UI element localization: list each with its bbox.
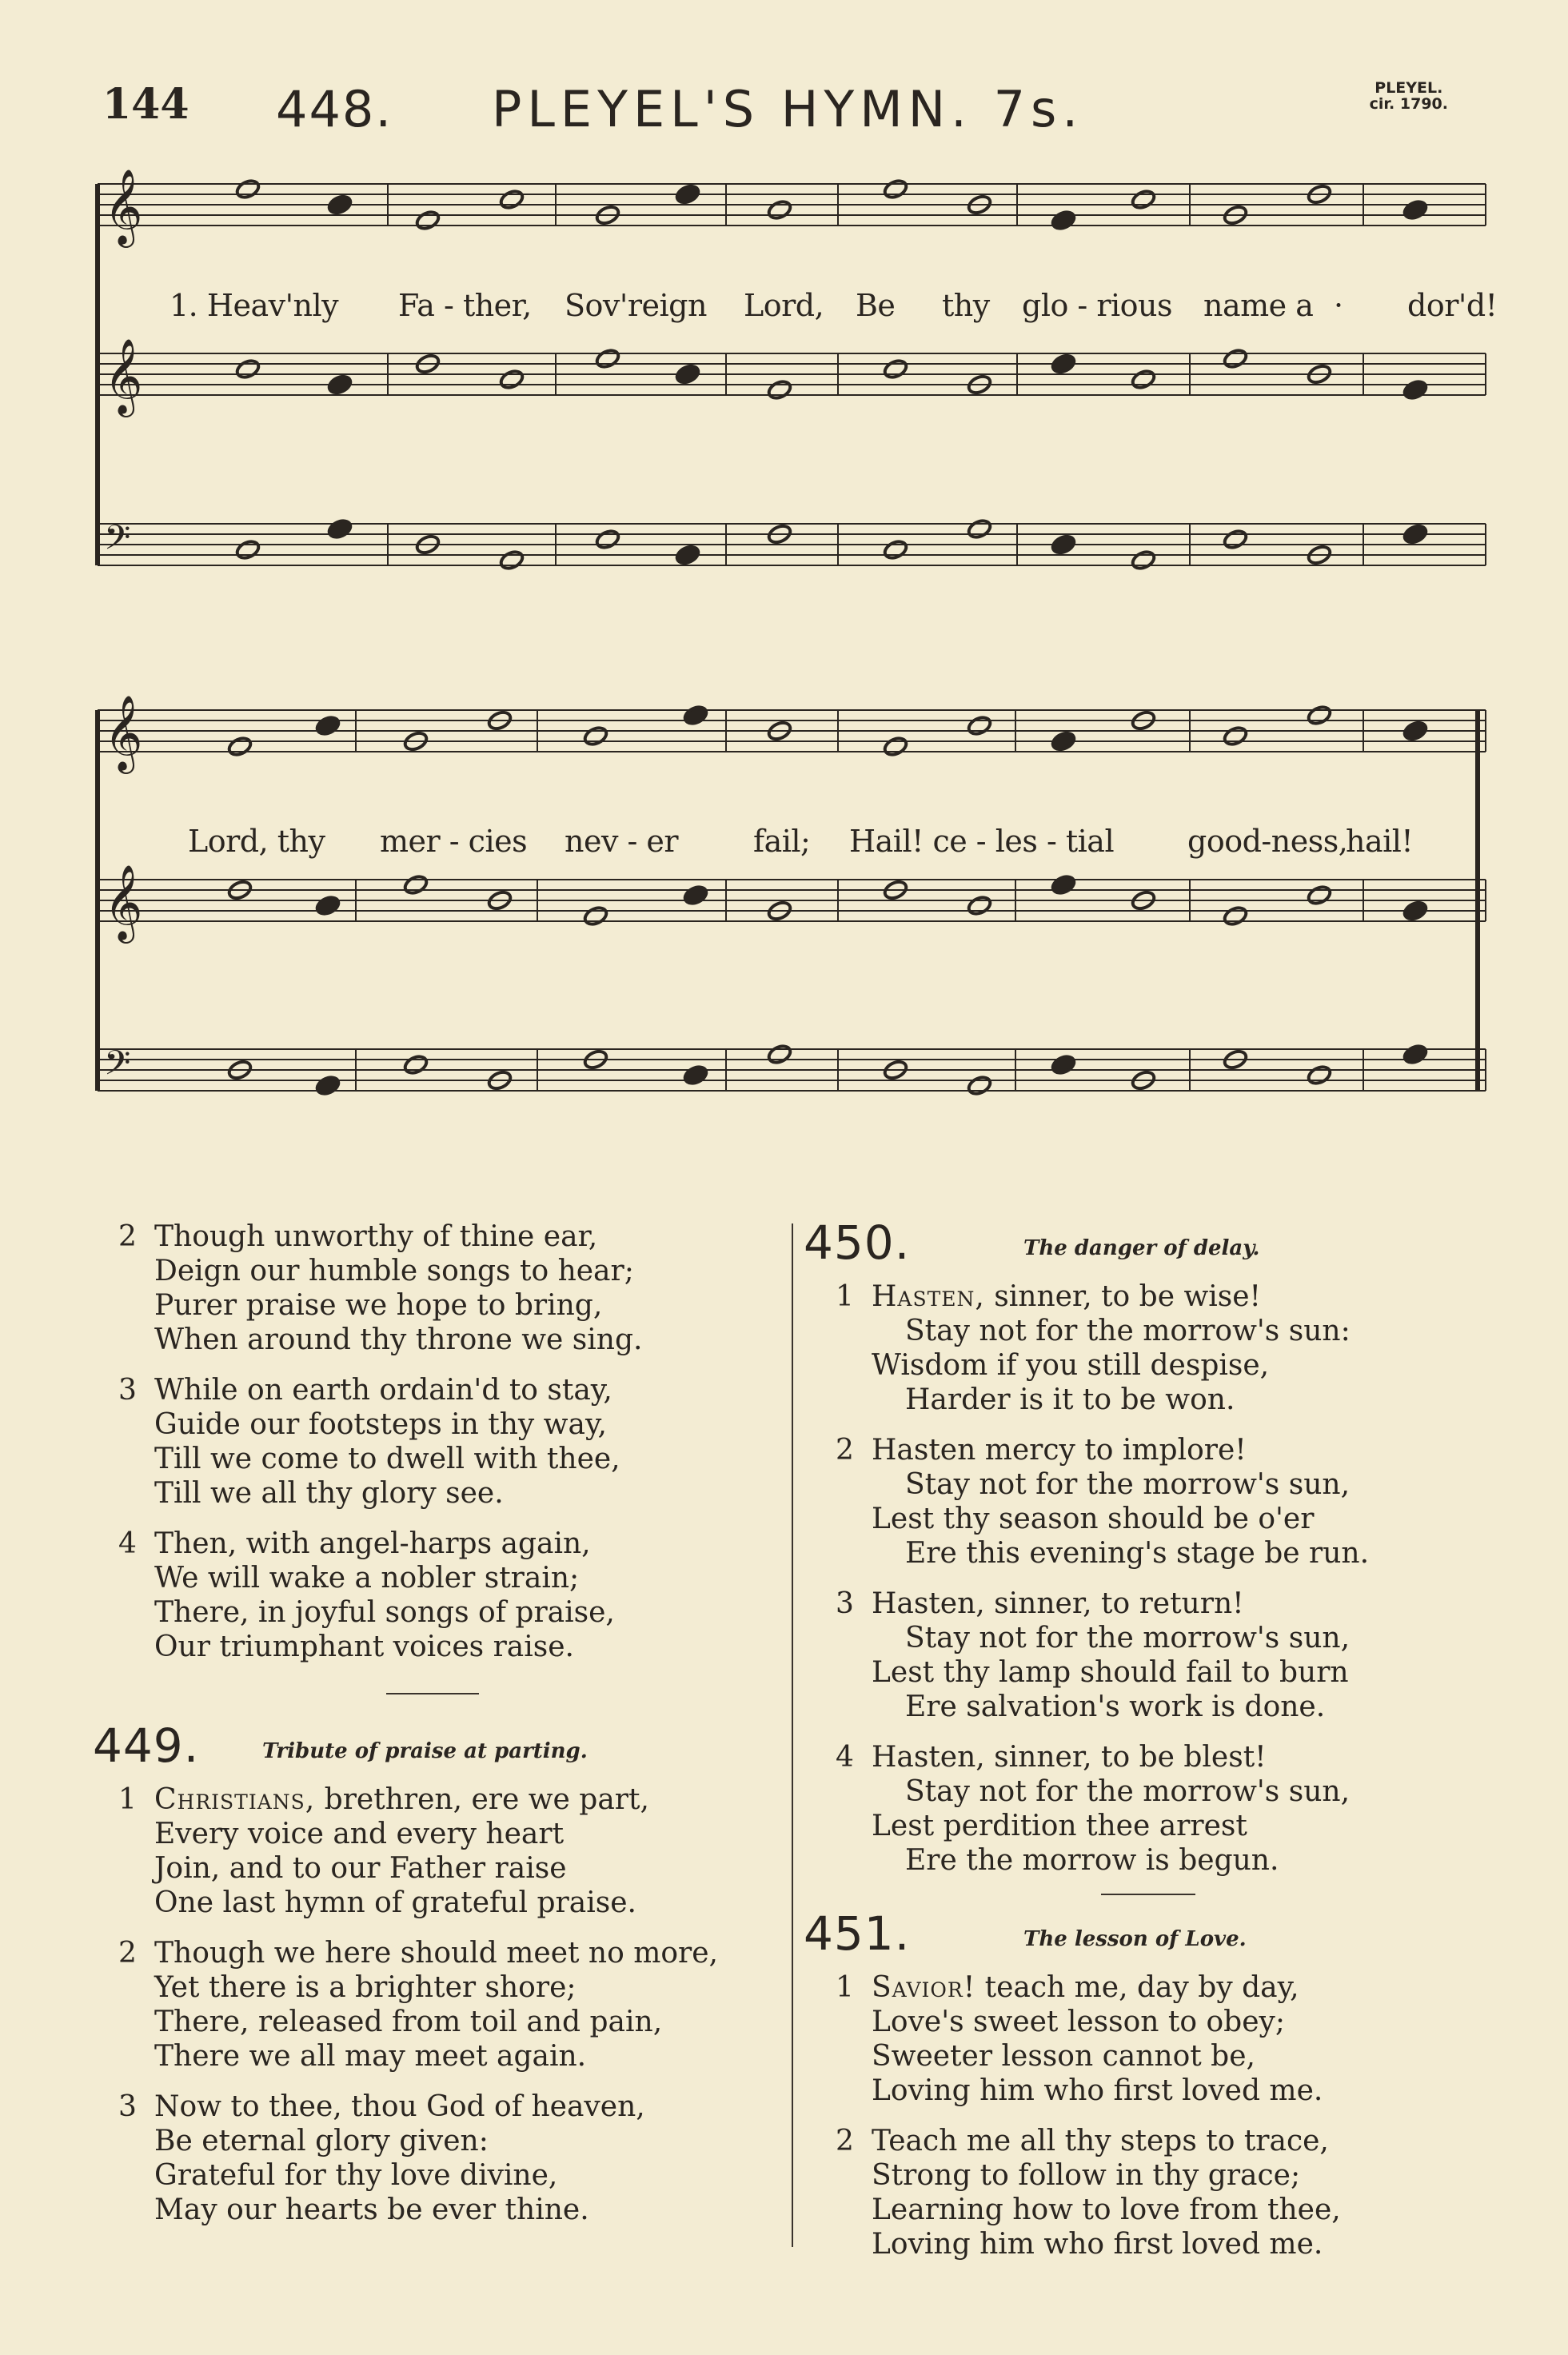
note-head (1223, 347, 1249, 369)
verse-line: One last hymn of grateful praise. (154, 1886, 636, 1919)
treble-clef-icon: 𝄞 (104, 338, 143, 414)
note-head (1402, 523, 1429, 545)
note-head (403, 873, 429, 896)
verse-line: Lest thy lamp should fail to burn (872, 1656, 1349, 1689)
note-head (1223, 904, 1249, 927)
verse-line: There, in joyful songs of praise, (154, 1596, 615, 1629)
note-head (499, 368, 525, 390)
verse (836, 1587, 1523, 1724)
verse-line: Lest perdition thee arrest (872, 1810, 1247, 1842)
verse-line: Stay not for the morrow's sun, (905, 1622, 1351, 1654)
verse-line (872, 1970, 1523, 2005)
composer-date: cir. 1790. (1369, 95, 1448, 113)
verse-line: Hasten, sinner, to be blest! (872, 1741, 1267, 1774)
lyric-syllable: fail; (753, 824, 811, 859)
bass-clef-icon: 𝄢 (104, 1044, 131, 1092)
note-head (415, 209, 441, 231)
note-head (767, 378, 793, 401)
verse-line: When around thy throne we sing. (154, 1323, 643, 1356)
note-head (1402, 378, 1429, 401)
note-head (683, 884, 709, 906)
hymn-heading (93, 1718, 774, 1778)
note-head (1223, 528, 1249, 550)
note-head (315, 1074, 341, 1096)
note-head (1051, 873, 1077, 896)
note-head (883, 178, 909, 200)
note-head (683, 1064, 709, 1086)
verse-line: Strong to follow in thy grace; (872, 2159, 1301, 2192)
verse (118, 1373, 774, 1511)
note-head (227, 735, 253, 757)
verse-line: Now to thee, thou God of heaven, (154, 2090, 645, 2123)
note-head (675, 183, 701, 206)
verse-line: Ere the morrow is begun. (905, 1844, 1279, 1877)
note-head (235, 178, 261, 200)
note-head (327, 194, 353, 216)
note-head (1131, 188, 1157, 210)
left-column (93, 1219, 774, 2243)
verse-line: Be eternal glory given: (154, 2125, 489, 2157)
note-head (1051, 1053, 1077, 1076)
note-head (595, 528, 621, 550)
verse-line: Yet there is a brighter shore; (154, 1971, 577, 2004)
verse-line: Though unworthy of thine ear, (154, 1220, 598, 1253)
treble-clef-icon: 𝄞 (104, 695, 143, 771)
note-head (1402, 1043, 1429, 1065)
lyric-syllable: dor'd! (1407, 288, 1498, 323)
verse-line: Wisdom if you still despise, (872, 1349, 1270, 1382)
verse-number: 2 (836, 2125, 854, 2157)
verse-number: 2 (118, 1220, 137, 1253)
verse-line: Sweeter lesson cannot be, (872, 2040, 1255, 2073)
verse-line: Teach me all thy steps to trace, (872, 2125, 1329, 2157)
note-head (683, 704, 709, 726)
first-word: Hasten, (872, 1280, 985, 1313)
note-head (1051, 209, 1077, 231)
lyric-syllable: mer - cies (380, 824, 528, 859)
verse (118, 2090, 774, 2227)
hymn-number: 450. (804, 1215, 911, 1270)
hymn-450 (804, 1215, 1523, 1878)
hymn-448-verses (118, 1219, 774, 1664)
hymn-subtitle: Tribute of praise at parting. (262, 1739, 588, 1763)
lyric-syllable: thy (942, 288, 990, 323)
note-head (1402, 900, 1429, 922)
lyric-syllable: good-ness, (1187, 824, 1348, 859)
hymn-number: 449. (93, 1718, 200, 1773)
verse-line: Stay not for the morrow's sun, (905, 1775, 1351, 1808)
hymn-number: 448. (276, 80, 393, 138)
note-head (883, 357, 909, 380)
note-head (967, 714, 993, 736)
note-head (1051, 533, 1077, 556)
verse-line: Then, with angel-harps again, (154, 1527, 591, 1560)
verse-line-rest: sinner, to be wise! (984, 1280, 1262, 1313)
verse-line: Join, and to our Father raise (154, 1852, 567, 1885)
lyric-syllable: Be (856, 288, 896, 323)
note-head (1223, 724, 1249, 747)
page-number: 144 (102, 80, 190, 129)
verse-number: 4 (118, 1527, 137, 1560)
verse (836, 1970, 1523, 2108)
verse-number: 1 (836, 1971, 854, 2004)
lyric-syllable: · (1334, 288, 1343, 323)
note-head (767, 198, 793, 221)
note-head (967, 894, 993, 916)
note-head (883, 735, 909, 757)
note-head (235, 538, 261, 561)
verse-number: 3 (836, 1587, 854, 1620)
verse-line: Till we come to dwell with thee, (154, 1443, 620, 1475)
verse (836, 1433, 1523, 1571)
verse-number: 1 (118, 1783, 137, 1816)
clefs (104, 169, 142, 1092)
verse-line (872, 1279, 1523, 1314)
note-head (595, 347, 621, 369)
verse-line: Hasten mercy to implore! (872, 1434, 1247, 1467)
verse-line: Lest thy season should be o'er (872, 1503, 1315, 1535)
hymn-449 (93, 1718, 774, 2227)
verse-line: Hasten, sinner, to return! (872, 1587, 1244, 1620)
note-head (327, 373, 353, 396)
column-divider (792, 1223, 793, 2247)
verse-number: 1 (836, 1280, 854, 1313)
lyric-syllable: Lord, thy (188, 824, 325, 859)
music-score (0, 0, 1568, 1152)
lyric-syllable: Sov'reign (565, 288, 707, 323)
verse-number: 4 (836, 1741, 854, 1774)
right-column (804, 1215, 1523, 2277)
verse-line: There, released from toil and pain, (154, 2006, 663, 2038)
lyric-syllable: 1. Heav'nly (170, 288, 339, 323)
lyric-syllable: glo - rious (1022, 288, 1173, 323)
verse-number: 2 (118, 1937, 137, 1970)
verse-line: Loving him who first loved me. (872, 2074, 1323, 2107)
treble-clef-icon: 𝄞 (104, 864, 143, 940)
bass-clef-icon: 𝄢 (104, 518, 131, 566)
verse-line (154, 1782, 774, 1817)
verse-line: Stay not for the morrow's sun, (905, 1468, 1351, 1501)
note-head (315, 894, 341, 916)
first-word: Christians, (154, 1783, 316, 1816)
verse-line: Deign our humble songs to hear; (154, 1255, 634, 1287)
verse (118, 1527, 774, 1664)
hymn-subtitle: The danger of delay. (1023, 1236, 1260, 1260)
note-head (967, 517, 993, 540)
lyric-syllable: hail! (1346, 824, 1414, 859)
note-head (1131, 549, 1157, 571)
verse-line: Our triumphant voices raise. (154, 1631, 574, 1663)
verse-line: Grateful for thy love divine, (154, 2159, 558, 2192)
verse-line: There we all may meet again. (154, 2040, 587, 2073)
verse-line: While on earth ordain'd to stay, (154, 1374, 612, 1407)
hymn-451 (804, 1906, 1523, 2261)
note-head (315, 714, 341, 736)
verse (836, 2124, 1523, 2261)
note-head (675, 363, 701, 385)
verse (118, 1782, 774, 1920)
verse-line: Harder is it to be won. (905, 1383, 1235, 1416)
note-head (1131, 368, 1157, 390)
verse-line: May our hearts be ever thine. (154, 2193, 589, 2226)
verse-number: 3 (118, 1374, 137, 1407)
section-rule (1101, 1894, 1195, 1895)
verse-line: Though we here should meet no more, (154, 1937, 718, 1970)
verse-line: Guide our footsteps in thy way, (154, 1408, 607, 1441)
verse-line: Every voice and every heart (154, 1818, 565, 1850)
note-head (1051, 730, 1077, 752)
note-head (1307, 704, 1333, 726)
section-rule (386, 1693, 479, 1694)
verse-line: We will wake a nobler strain; (154, 1562, 580, 1595)
note-head (1307, 1064, 1333, 1086)
verse-line: Learning how to love from thee, (872, 2193, 1341, 2226)
hymn-title: PLEYEL'S HYMN. 7s. (492, 80, 1084, 138)
verse-line: Stay not for the morrow's sun: (905, 1315, 1351, 1347)
lyric-syllable: Fa - ther, (398, 288, 532, 323)
note-head (967, 1074, 993, 1096)
note-head (1051, 353, 1077, 375)
verse-number: 3 (118, 2090, 137, 2123)
hymn-heading (804, 1906, 1523, 1966)
treble-clef-icon: 𝄞 (104, 169, 143, 245)
verse-line: Ere salvation's work is done. (905, 1690, 1326, 1723)
lyric-syllable: name a (1203, 288, 1314, 323)
note-head (583, 724, 609, 747)
note-head (499, 549, 525, 571)
note-head (675, 544, 701, 566)
first-word: Savior! (872, 1971, 976, 2004)
note-head (327, 517, 353, 540)
hymn-subtitle: The lesson of Love. (1023, 1927, 1247, 1951)
lyric-syllable: Lord, (744, 288, 824, 323)
verse-line: Till we all thy glory see. (154, 1477, 504, 1510)
verse-line-rest: brethren, ere we part, (315, 1783, 649, 1816)
lyric-syllable: nev - er (565, 824, 679, 859)
lyric-syllable: Hail! ce - les - tial (849, 824, 1115, 859)
note-head (499, 188, 525, 210)
note-head (1402, 198, 1429, 221)
verse-line: Ere this evening's stage be run. (905, 1537, 1370, 1570)
composer-name: PLEYEL. (1374, 79, 1443, 97)
verse (836, 1279, 1523, 1417)
verse-line: Love's sweet lesson to obey; (872, 2006, 1285, 2038)
note-head (1402, 720, 1429, 742)
verse (118, 1219, 774, 1357)
note-head (235, 357, 261, 380)
verse-line: Loving him who first loved me. (872, 2228, 1323, 2261)
hymn-heading (804, 1215, 1523, 1275)
note-head (883, 538, 909, 561)
verse (118, 1936, 774, 2074)
note-head (1307, 884, 1333, 906)
note-head (583, 904, 609, 927)
verse-line: Purer praise we hope to bring, (154, 1289, 603, 1322)
hymn-number: 451. (804, 1906, 911, 1961)
verse (836, 1740, 1523, 1878)
verse-line-rest: teach me, day by day, (976, 1971, 1299, 2004)
note-head (767, 1043, 793, 1065)
note-head (403, 1053, 429, 1076)
verse-number: 2 (836, 1434, 854, 1467)
